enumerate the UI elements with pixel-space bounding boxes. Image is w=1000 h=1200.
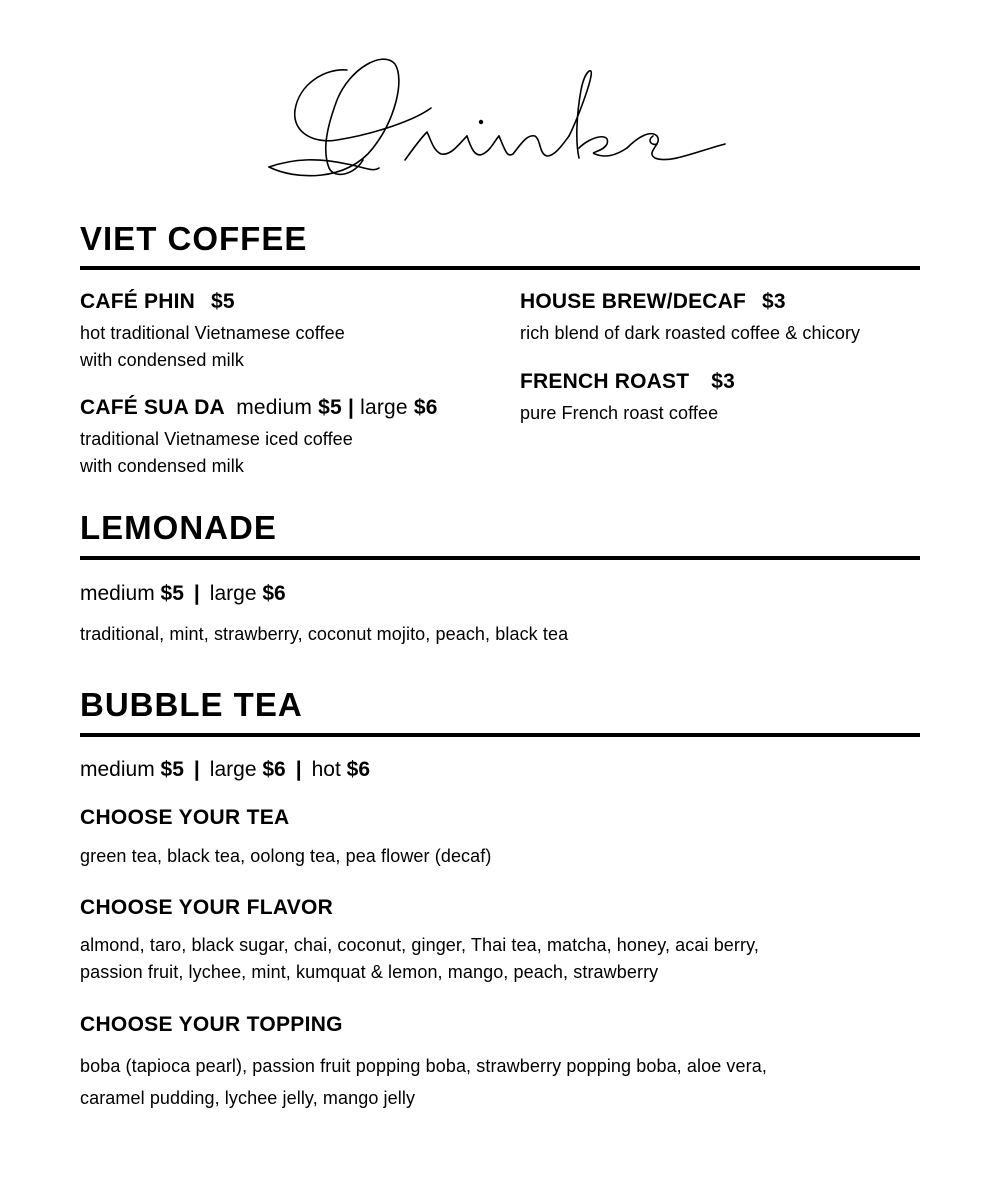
choose-flavor-heading: CHOOSE YOUR FLAVOR — [80, 896, 334, 919]
price-medium: $5 — [160, 758, 184, 781]
flavor-options-line: almond, taro, black sugar, chai, coconut, ginger, Thai tea, matcha, honey, acai berry, — [80, 935, 759, 955]
price-medium: $5 — [318, 396, 342, 419]
topping-options — [80, 1050, 767, 1114]
lemonade-flavors: traditional, mint, strawberry, coconut mojito, peach, black tea — [80, 624, 569, 644]
topping-options-line: caramel pudding, lychee jelly, mango jelly — [80, 1088, 416, 1108]
item-title — [80, 396, 438, 420]
item-description-line: with condensed milk — [80, 456, 244, 476]
item-description-line: with condensed milk — [80, 350, 244, 370]
item-description-line: traditional Vietnamese iced coffee — [80, 429, 353, 449]
size-label-large: large — [209, 582, 257, 605]
lemonade-size-prices — [80, 582, 286, 606]
price-hot: $6 — [346, 758, 370, 781]
menu-item-cafe-sua-da — [80, 396, 438, 480]
size-label-medium: medium — [80, 758, 155, 781]
item-title — [520, 370, 735, 394]
price-separator: | — [295, 758, 302, 781]
price-large: $6 — [262, 582, 286, 605]
item-title — [80, 290, 345, 314]
drinks-script-lettering — [255, 40, 755, 200]
item-description-line: hot traditional Vietnamese coffee — [80, 323, 345, 343]
page-title — [255, 40, 755, 200]
item-name: FRENCH ROAST — [520, 370, 690, 393]
price-large: $6 — [413, 396, 438, 419]
flavor-options — [80, 932, 759, 986]
flavor-options-line: passion fruit, lychee, mint, kumquat & lemon, mango, peach, strawberry — [80, 962, 659, 982]
item-description — [80, 426, 438, 480]
item-description: rich blend of dark roasted coffee & chicory — [520, 323, 861, 343]
item-price: $5 — [210, 290, 235, 313]
item-name: CAFÉ PHIN — [80, 290, 195, 313]
item-price: $3 — [711, 370, 735, 393]
item-size-prices — [236, 396, 437, 419]
size-label-hot: hot — [311, 758, 341, 781]
item-name: CAFÉ SUA DA — [80, 396, 225, 419]
section-divider — [80, 556, 920, 560]
item-title — [520, 290, 860, 314]
price-separator: | — [347, 396, 355, 419]
section-heading-bubble-tea: BUBBLE TEA — [80, 686, 303, 723]
price-separator: | — [193, 758, 200, 781]
size-label-large: large — [360, 396, 408, 419]
item-description — [80, 320, 345, 374]
section-heading-viet-coffee: VIET COFFEE — [80, 220, 308, 257]
section-heading-lemonade: LEMONADE — [80, 509, 277, 546]
item-name: HOUSE BREW/DECAF — [520, 290, 747, 313]
menu-item-french-roast — [520, 370, 735, 427]
price-medium: $5 — [160, 582, 184, 605]
choose-tea-heading: CHOOSE YOUR TEA — [80, 806, 290, 829]
item-description: pure French roast coffee — [520, 403, 719, 423]
choose-topping-heading: CHOOSE YOUR TOPPING — [80, 1013, 343, 1036]
section-divider — [80, 733, 920, 737]
size-label-medium: medium — [80, 582, 155, 605]
tea-options: green tea, black tea, oolong tea, pea flower (decaf) — [80, 846, 492, 866]
item-price: $3 — [762, 290, 786, 313]
size-label-large: large — [209, 758, 257, 781]
bubble-tea-size-prices — [80, 758, 370, 782]
topping-options-line: boba (tapioca pearl), passion fruit popping boba, strawberry popping boba, aloe vera, — [80, 1056, 767, 1076]
price-separator: | — [193, 582, 200, 605]
section-divider — [80, 266, 920, 270]
menu-item-cafe-phin — [80, 290, 345, 374]
menu-item-house-brew — [520, 290, 860, 347]
price-large: $6 — [262, 758, 286, 781]
size-label-medium: medium — [236, 396, 313, 419]
